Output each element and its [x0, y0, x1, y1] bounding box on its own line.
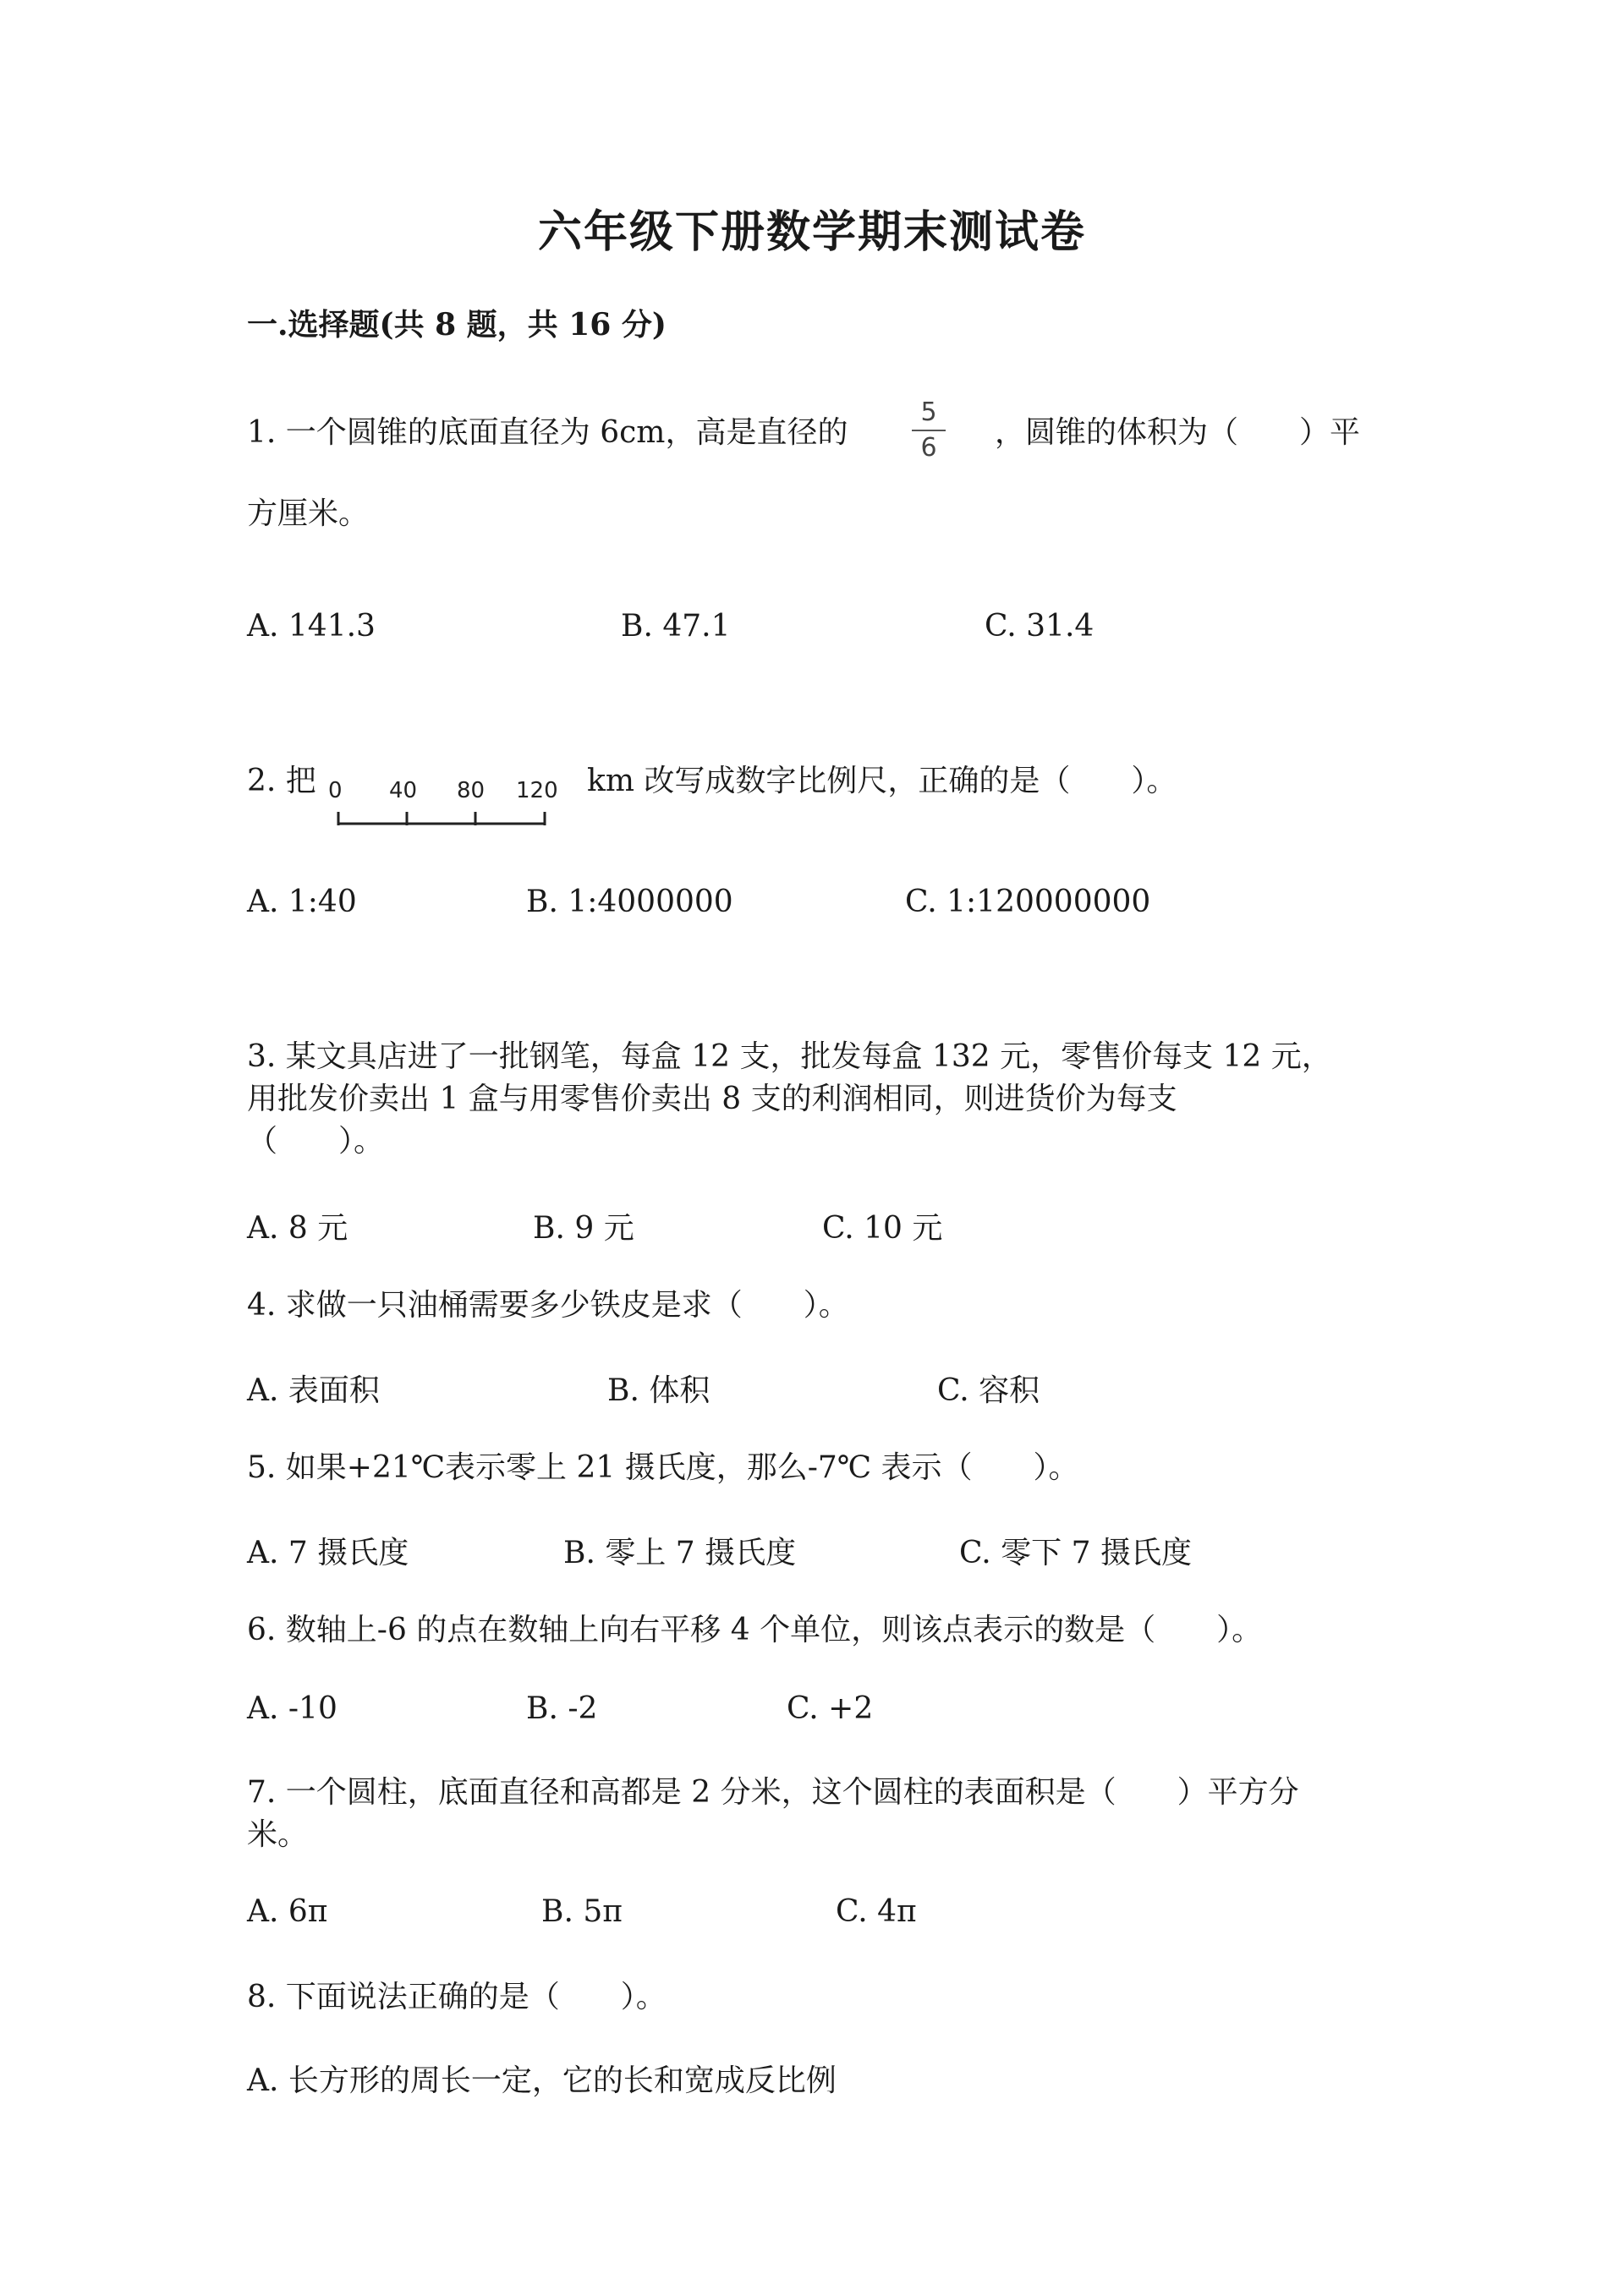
question-3-text-line1: 3. 某文具店进了一批钢笔，每盒 12 支，批发每盒 132 元，零售价每支 12 元， [247, 1039, 1332, 1074]
question-5-text: 5. 如果+21℃表示零上 21 摄氏度，那么-7℃ 表示（ ）。 [247, 1450, 1079, 1485]
question-6-option-c: C. +2 [787, 1691, 874, 1726]
question-2-text-part2: km 改写成数字比例尺，正确的是（ ）。 [587, 764, 1177, 798]
question-7-text-line2: 米。 [247, 1817, 309, 1852]
question-7-option-a: A. 6π [247, 1894, 328, 1929]
scale-label-0: 0 [328, 778, 343, 803]
question-6-text: 6. 数轴上-6 的点在数轴上向右平移 4 个单位，则该点表示的数是（ ）。 [247, 1613, 1263, 1647]
question-3-option-c: C. 10 元 [822, 1211, 943, 1246]
question-6-option-a: A. -10 [247, 1691, 337, 1726]
question-2-option-c: C. 1:120000000 [905, 885, 1151, 919]
question-1-text-line2: 方厘米。 [247, 496, 370, 531]
scale-label-120: 120 [516, 778, 558, 803]
question-4-text: 4. 求做一只油桶需要多少铁皮是求（ ）。 [247, 1288, 849, 1323]
question-5-option-b: B. 零上 7 摄氏度 [563, 1536, 797, 1570]
scale-ruler-svg [321, 778, 575, 829]
fraction-denominator: 6 [920, 433, 937, 463]
fraction-bar [912, 430, 946, 431]
scale-label-40: 40 [389, 778, 418, 803]
question-2-option-a: A. 1:40 [247, 885, 357, 919]
question-8-option-a: A. 长方形的周长一定，它的长和宽成反比例 [247, 2063, 837, 2098]
question-2-text-part1: 2. 把 [247, 764, 316, 798]
question-5-option-a: A. 7 摄氏度 [247, 1536, 409, 1570]
question-1-text-part2: ，圆锥的体积为（ ）平 [995, 415, 1361, 450]
question-3-option-a: A. 8 元 [247, 1211, 348, 1246]
question-3-text-line2: 用批发价卖出 1 盒与用零售价卖出 8 支的利润相同，则进货价为每支 [247, 1082, 1177, 1116]
section-heading: 一.选择题(共 8 题，共 16 分) [247, 307, 667, 342]
question-4-option-b: B. 体积 [607, 1373, 710, 1408]
question-3-text-line3: （ ）。 [247, 1124, 385, 1159]
question-1-option-c: C. 31.4 [985, 609, 1095, 644]
page-title: 六年级下册数学期末测试卷 [537, 206, 1086, 258]
question-4-option-c: C. 容积 [937, 1373, 1040, 1408]
question-4-option-a: A. 表面积 [247, 1373, 380, 1408]
question-5-option-c: C. 零下 7 摄氏度 [959, 1536, 1192, 1570]
question-3-option-b: B. 9 元 [533, 1211, 634, 1246]
line-scale-bar [321, 778, 575, 829]
question-7-option-c: C. 4π [836, 1894, 917, 1929]
question-2-option-b: B. 1:4000000 [526, 885, 733, 919]
question-1-fraction [912, 397, 946, 463]
question-7-option-b: B. 5π [541, 1894, 623, 1929]
question-1-text-part1: 1. 一个圆锥的底面直径为 6cm，高是直径的 [247, 415, 848, 450]
question-6-option-b: B. -2 [526, 1691, 598, 1726]
fraction-numerator: 5 [920, 397, 937, 427]
question-7-text-line1: 7. 一个圆柱，底面直径和高都是 2 分米，这个圆柱的表面积是（ ）平方分 [247, 1775, 1299, 1810]
question-1-option-b: B. 47.1 [621, 609, 731, 644]
scale-label-80: 80 [457, 778, 486, 803]
question-8-text: 8. 下面说法正确的是（ ）。 [247, 1980, 667, 2014]
question-1-option-a: A. 141.3 [247, 609, 376, 644]
